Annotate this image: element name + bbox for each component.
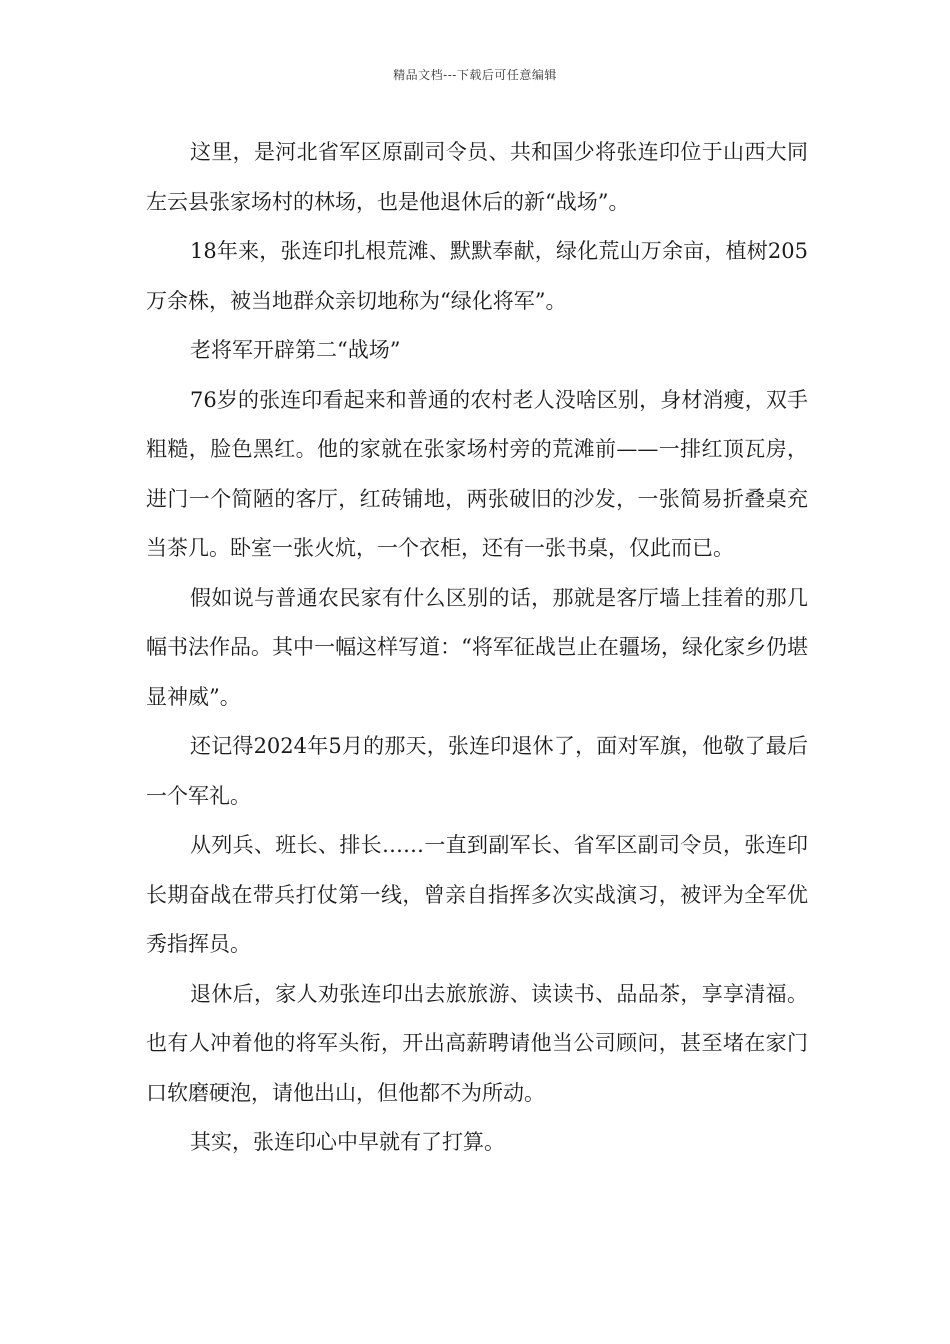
paragraph-3: 76岁的张连印看起来和普通的农村老人没啥区别，身材消瘦，双手粗糙，脸色黑红。他的家就在张家场村旁的荒滩前——一排红顶瓦房，进门一个简陋的客厅，红砖铺地，两张破旧的沙发，一张简易折叠桌充当茶几。卧室一张火炕，一个衣柜，还有一张书桌，仅此而已。 <box>146 387 808 560</box>
paragraph-7: 退休后，家人劝张连印出去旅旅游、读读书、品品茶，享享清福。也有人冲着他的将军头衔，开出高薪聘请他当公司顾问，甚至堵在家门口软磨硬泡，请他出山，但他都不为所动。 <box>146 981 808 1105</box>
article-body <box>146 128 808 1168</box>
paragraph-2: 18年来，张连印扎根荒滩、默默奉献，绿化荒山万余亩，植树205万余株，被当地群众亲切地称为“绿化将军”。 <box>146 239 808 313</box>
paragraph-8: 其实，张连印心中早就有了打算。 <box>190 1130 505 1154</box>
section-heading: 老将军开辟第二“战场” <box>190 338 401 362</box>
paragraph-1: 这里，是河北省军区原副司令员、共和国少将张连印位于山西大同左云县张家场村的林场，也是他退休后的新“战场”。 <box>146 140 808 214</box>
paragraph-4: 假如说与普通农民家有什么区别的话，那就是客厅墙上挂着的那几幅书法作品。其中一幅这样写道：“将军征战岂止在疆场，绿化家乡仍堪显神威”。 <box>146 585 808 709</box>
paragraph-6: 从列兵、班长、排长……一直到副军长、省军区副司令员，张连印长期奋战在带兵打仗第一线，曾亲自指挥多次实战演习，被评为全军优秀指挥员。 <box>146 833 808 956</box>
page-header: 精品文档---下载后可任意编辑 <box>393 68 557 82</box>
paragraph-5: 还记得2024年5月的那天，张连印退休了，面对军旗，他敬了最后一个军礼。 <box>146 734 808 808</box>
